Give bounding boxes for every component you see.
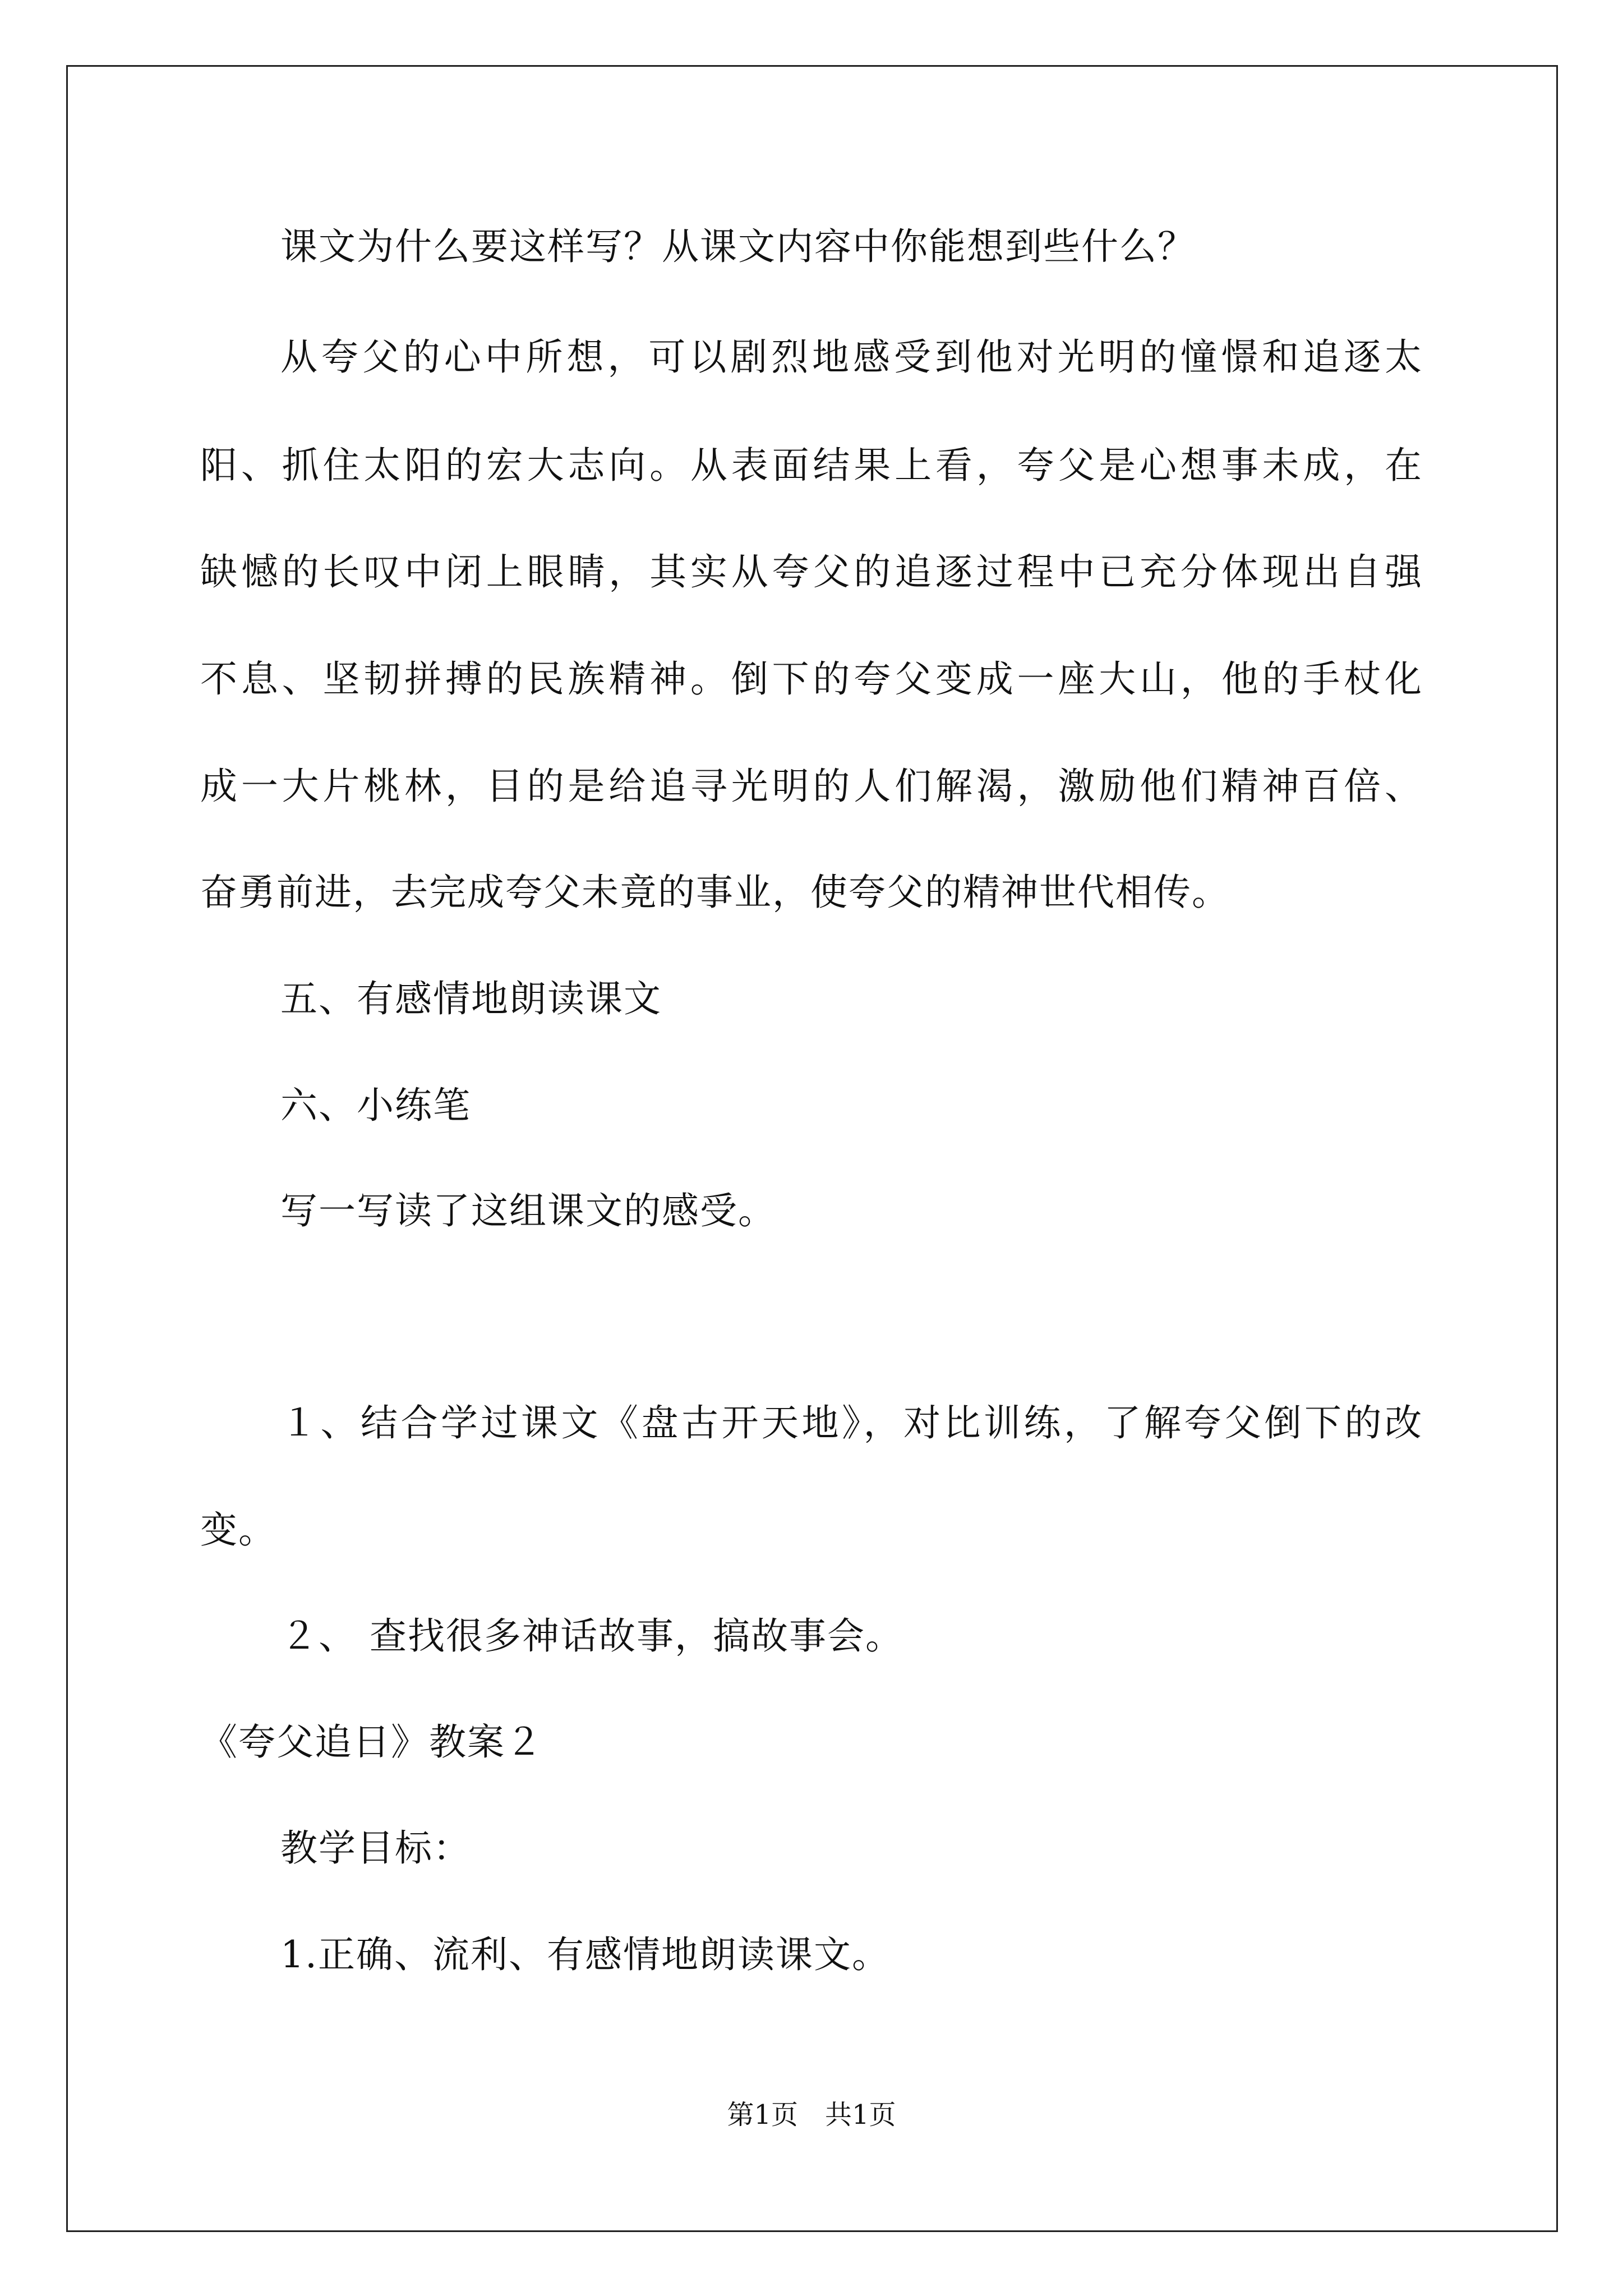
lesson-plan-title: 《夸父追日》教案２: [200, 1720, 543, 1764]
teaching-goals-heading: 教学目标：: [280, 1826, 471, 1870]
paragraph-analysis-line-4: 不息、坚韧拼搏的民族精神。倒下的夸父变成一座大山，他的手杖化: [200, 657, 1423, 701]
paragraph-question: 课文为什么要这样写？从课文内容中你能想到些什么？: [280, 225, 1196, 268]
homework-item-2: ２、 查找很多神话故事，搞故事会。: [280, 1614, 903, 1658]
section-heading-five: 五、有感情地朗读课文: [280, 977, 662, 1020]
page-border: [66, 65, 1558, 2232]
paragraph-analysis-line-5: 成一大片桃林，目的是给追寻光明的人们解渴，激励他们精神百倍、: [200, 765, 1423, 808]
paragraph-writing-task: 写一写读了这组课文的感受。: [280, 1189, 776, 1232]
paragraph-analysis-line-6: 奋勇前进，去完成夸父未竟的事业，使夸父的精神世代相传。: [200, 871, 1230, 914]
paragraph-analysis-line-3: 缺憾的长叹中闭上眼睛，其实从夸父的追逐过程中已充分体现出自强: [200, 550, 1423, 593]
page-footer: 第1页 共1页: [727, 2099, 896, 2131]
homework-item-1-line-2: 变。: [200, 1508, 276, 1552]
teaching-goal-1: 1.正确、流利、有感情地朗读课文。: [280, 1933, 890, 1976]
paragraph-analysis-line-1: 从夸父的心中所想，可以剧烈地感受到他对光明的憧憬和追逐太: [280, 335, 1423, 379]
section-heading-six: 六、小练笔: [280, 1084, 471, 1127]
homework-item-1-line-1: １、结合学过课文《盘古开天地》，对比训练，了解夸父倒下的改: [280, 1401, 1423, 1444]
paragraph-analysis-line-2: 阳、抓住太阳的宏大志向。从表面结果上看，夸父是心想事未成，在: [200, 444, 1423, 487]
